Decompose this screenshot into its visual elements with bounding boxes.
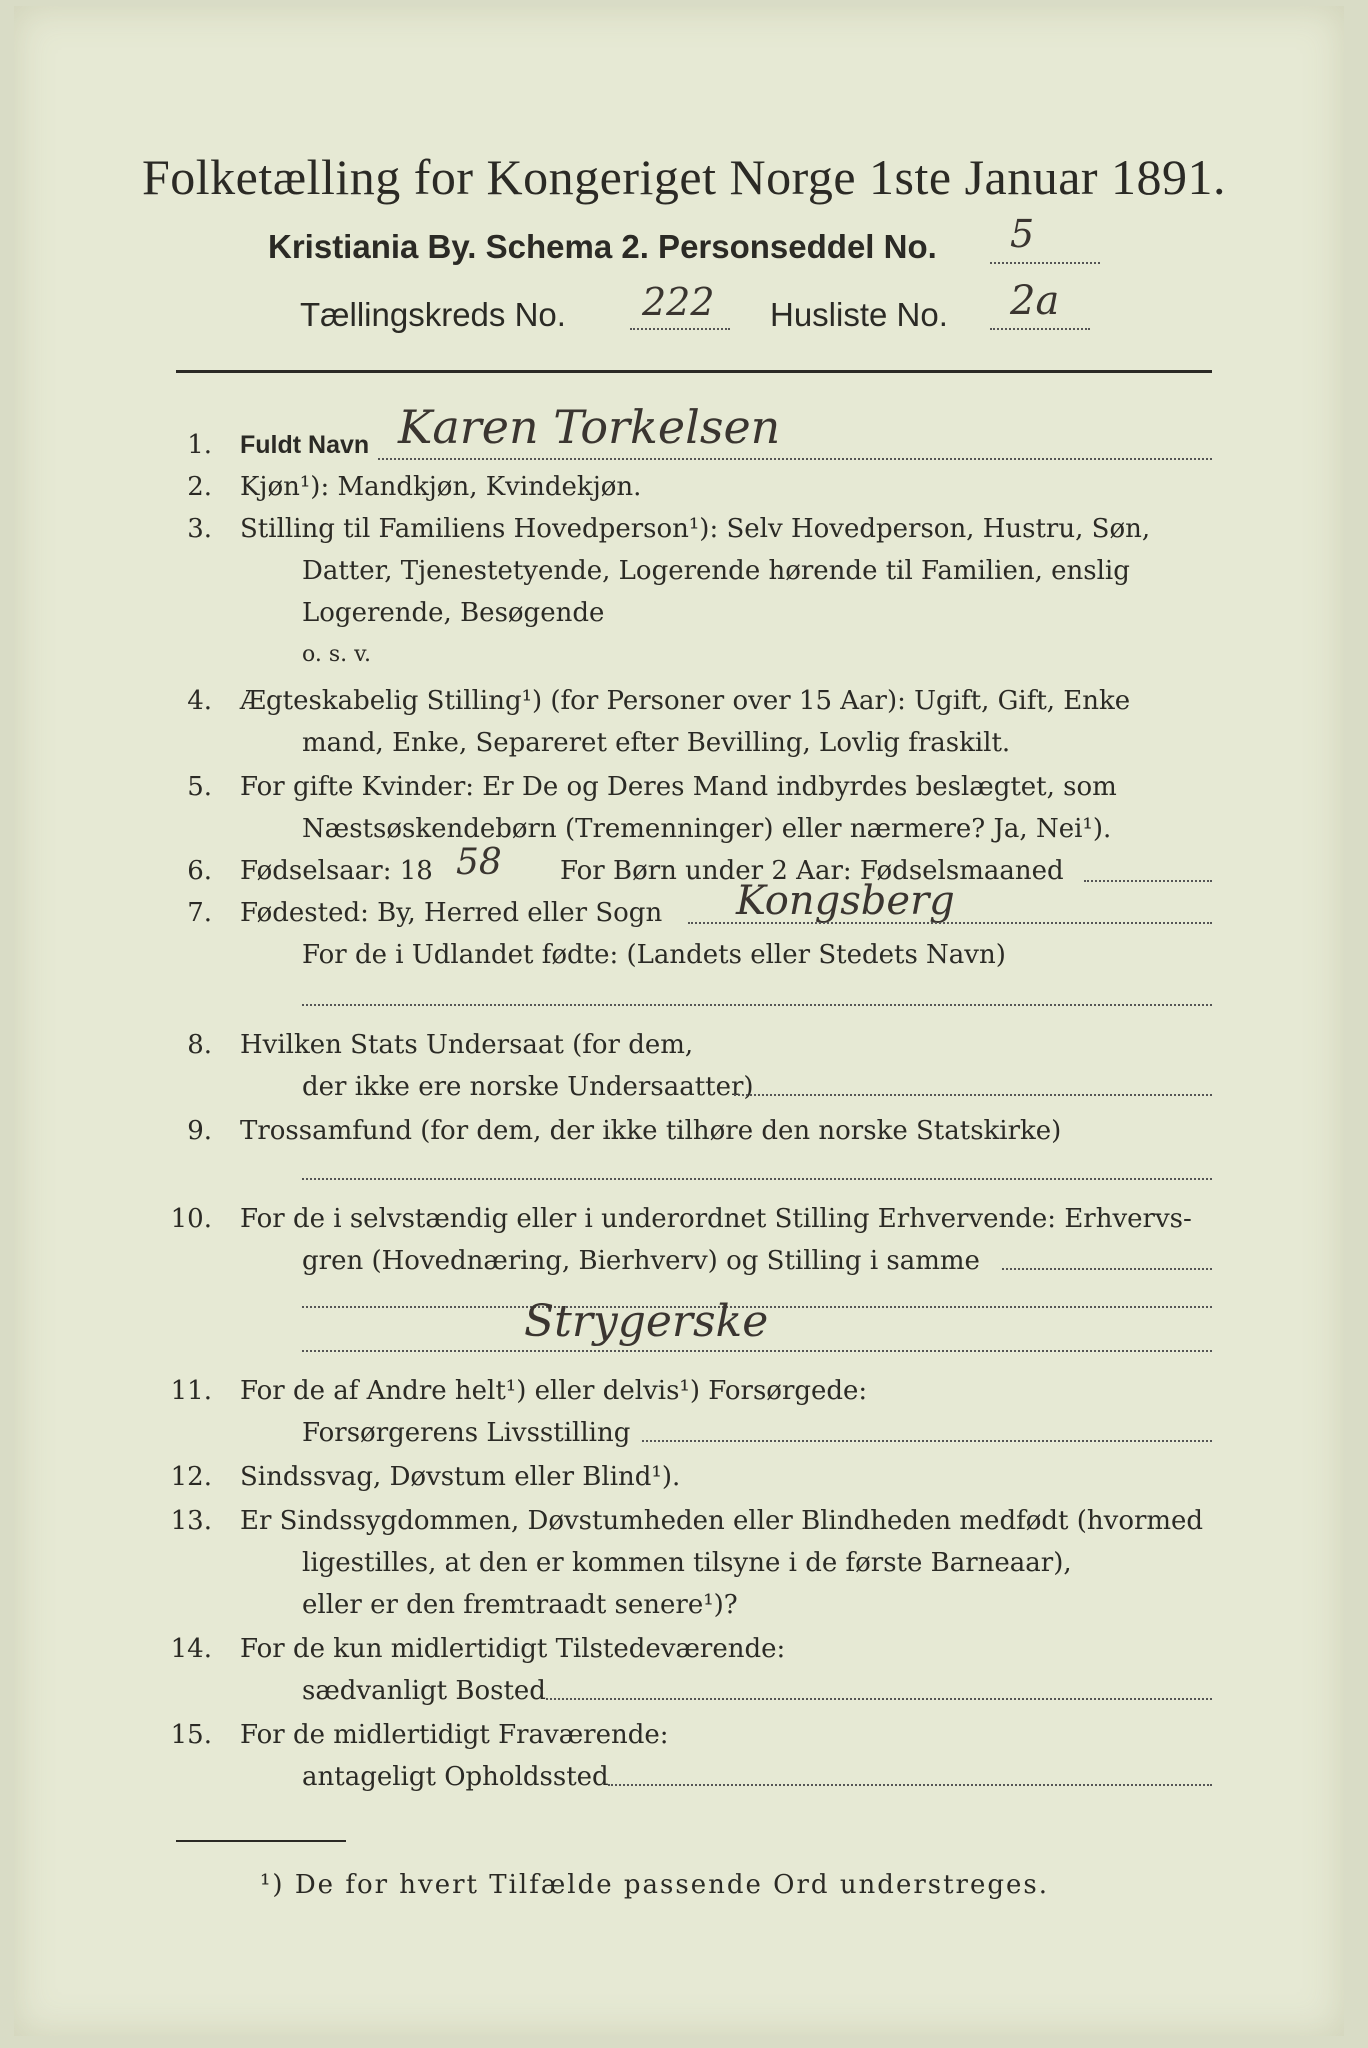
q8-number: 8. (187, 1030, 212, 1060)
personseddel-number: 5 (1010, 212, 1035, 256)
q8-dotline (734, 1094, 1212, 1096)
q7-dotline-2 (302, 1004, 1212, 1006)
q10-number: 10. (170, 1204, 212, 1234)
q15-line1: For de midlertidigt Fraværende: (240, 1720, 669, 1750)
q1-answer-name: Karen Torkelsen (398, 400, 781, 454)
q7-dotline (688, 922, 1212, 924)
kreds-number: 222 (642, 280, 715, 324)
q6-rest: For Børn under 2 Aar: Fødselsmaaned (560, 856, 1064, 886)
form-title: Folketælling for Kongeriget Norge 1ste Januar 1891. (141, 149, 1227, 205)
q6-answer-year: 58 (456, 842, 502, 883)
q15-number: 15. (170, 1720, 212, 1750)
kreds-dotline (630, 328, 730, 330)
personseddel-dotline (990, 262, 1100, 264)
q11-number: 11. (170, 1376, 212, 1406)
q11-line2: Forsørgerens Livsstilling (302, 1418, 631, 1448)
q13-number: 13. (170, 1506, 212, 1536)
q3-line1: Stilling til Familiens Hovedperson¹): Selv Hovedperson, Hustru, Søn, (240, 514, 1151, 544)
q13-line1: Er Sindssygdommen, Døvstumheden eller Blindheden medfødt (hvormed (240, 1506, 1204, 1536)
q14-line1: For de kun midlertidigt Tilstedeværende: (240, 1634, 786, 1664)
q4-number: 4. (187, 686, 212, 716)
husliste-number: 2a (1010, 278, 1060, 324)
q12-number: 12. (170, 1462, 212, 1492)
q2-number: 2. (187, 472, 212, 502)
q12-line1: Sindssvag, Døvstum eller Blind¹). (240, 1462, 681, 1492)
q14-number: 14. (170, 1634, 212, 1664)
q14-dotline (546, 1698, 1212, 1700)
q15-dotline (608, 1784, 1212, 1786)
q7-number: 7. (187, 898, 212, 928)
q6-dotline (1084, 880, 1212, 882)
q4-line2: mand, Enke, Separeret efter Bevilling, Lovlig fraskilt. (302, 728, 1011, 758)
q9-line1: Trossamfund (for dem, der ikke tilhøre den norske Statskirke) (240, 1116, 1062, 1146)
q10-dotline (1002, 1268, 1212, 1270)
footnote: ¹) De for hvert Tilfælde passende Ord understreges. (260, 1870, 1050, 1900)
q1-dotline (378, 458, 1212, 460)
q4-line1: Ægteskabelig Stilling¹) (for Personer over 15 Aar): Ugift, Gift, Enke (240, 686, 1131, 716)
q5-line1: For gifte Kvinder: Er De og Deres Mand indbyrdes beslægtet, som (240, 772, 1117, 802)
q7-line2: For de i Udlandet fødte: (Landets eller Stedets Navn) (302, 940, 1006, 970)
q7-label: Fødested: By, Herred eller Sogn (240, 898, 663, 928)
q8-line2: der ikke ere norske Undersaatter) (302, 1072, 754, 1102)
kreds-label: Tællingskreds No. (300, 296, 566, 333)
q10-answer-occupation: Strygerske (524, 1296, 769, 1347)
q2-text: Kjøn¹): Mandkjøn, Kvindekjøn. (240, 472, 642, 502)
q10-line2: gren (Hovednæring, Bierhverv) og Stilling i samme (302, 1246, 980, 1276)
q11-dotline (642, 1440, 1212, 1442)
footnote-rule (176, 1840, 346, 1842)
q15-line2: antageligt Opholdssted (302, 1762, 609, 1792)
q13-line3: eller er den fremtraadt senere¹)? (302, 1590, 738, 1620)
husliste-dotline (990, 328, 1090, 330)
q5-number: 5. (187, 772, 212, 802)
header-rule (176, 370, 1212, 373)
q3-line4: o. s. v. (302, 642, 371, 667)
q9-number: 9. (187, 1116, 212, 1146)
q13-line2: ligestilles, at den er kommen tilsyne i de første Barneaar), (302, 1548, 1072, 1578)
husliste-label: Husliste No. (770, 296, 948, 333)
q5-line2: Næstsøskendebørn (Tremenninger) eller nærmere? Ja, Nei¹). (302, 814, 1112, 844)
q6-label: Fødselsaar: 18 (240, 856, 433, 886)
q14-line2: sædvanligt Bosted (302, 1676, 546, 1706)
q3-line3: Logerende, Besøgende (302, 598, 605, 628)
q10-line1: For de i selvstændig eller i underordnet Stilling Erhvervende: Erhvervs- (240, 1204, 1192, 1234)
q1-label: Fuldt Navn (240, 431, 370, 459)
q8-line1: Hvilken Stats Undersaat (for dem, (240, 1030, 694, 1060)
q10-dotline-3 (302, 1350, 1212, 1352)
q7-answer-place: Kongsberg (736, 878, 955, 924)
q3-number: 3. (187, 514, 212, 544)
q11-line1: For de af Andre helt¹) eller delvis¹) Forsørgede: (240, 1376, 868, 1406)
q9-dotline (302, 1178, 1212, 1180)
q6-number: 6. (187, 856, 212, 886)
form-subtitle: Kristiania By. Schema 2. Personseddel No. (268, 228, 937, 265)
q3-line2: Datter, Tjenestetyende, Logerende hørende til Familien, enslig (302, 556, 1130, 586)
q1-number: 1. (187, 430, 212, 460)
